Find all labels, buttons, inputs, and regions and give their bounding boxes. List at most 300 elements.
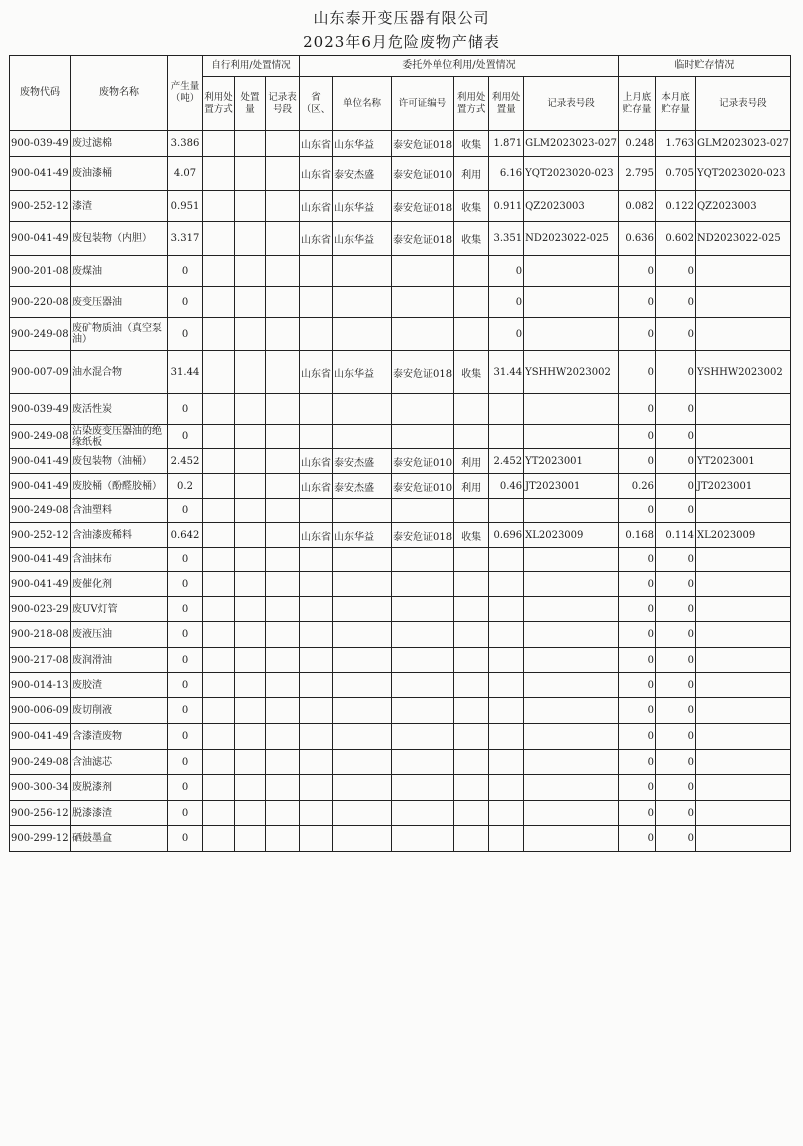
ent-amount-cell: 0 — [489, 256, 524, 287]
self-record-cell — [266, 572, 300, 597]
header-code: 废物代码 — [10, 56, 71, 131]
waste-code-cell: 900-252-12 — [10, 523, 71, 548]
output-cell: 4.07 — [168, 157, 203, 191]
last-storage-cell: 0 — [618, 548, 655, 572]
waste-code-cell: 900-039-49 — [10, 131, 71, 157]
waste-code-cell: 900-014-13 — [10, 673, 71, 698]
this-storage-cell: 0 — [655, 801, 695, 826]
storage-record-cell — [695, 775, 790, 801]
unit-name-cell: 泰安杰盛 — [333, 474, 392, 499]
ent-amount-cell — [489, 724, 524, 750]
self-amount-cell — [235, 449, 266, 474]
output-cell: 0 — [168, 826, 203, 852]
this-storage-cell: 0 — [655, 572, 695, 597]
waste-name-cell: 废油漆桶 — [71, 157, 168, 191]
storage-record-cell — [695, 425, 790, 449]
storage-record-cell: YQT2023020-023 — [695, 157, 790, 191]
output-cell: 31.44 — [168, 351, 203, 394]
waste-name-cell: 废催化剂 — [71, 572, 168, 597]
table-body — [10, 131, 791, 852]
self-amount-cell — [235, 425, 266, 449]
ent-method-cell — [454, 826, 489, 852]
waste-name-cell: 废切削液 — [71, 698, 168, 724]
last-storage-cell: 0 — [618, 775, 655, 801]
self-record-cell — [266, 499, 300, 523]
last-storage-cell: 0.168 — [618, 523, 655, 548]
table-row — [10, 523, 791, 548]
header-license: 许可证编号 — [392, 77, 454, 131]
self-amount-cell — [235, 750, 266, 775]
province-cell — [300, 750, 333, 775]
last-storage-cell: 0 — [618, 256, 655, 287]
unit-name-cell: 山东华益 — [333, 351, 392, 394]
waste-name-cell: 废煤油 — [71, 256, 168, 287]
ent-record-cell: YT2023001 — [524, 449, 619, 474]
unit-name-cell — [333, 572, 392, 597]
waste-name-cell: 废活性炭 — [71, 394, 168, 425]
unit-name-cell: 山东华益 — [333, 523, 392, 548]
self-record-cell — [266, 750, 300, 775]
waste-code-cell: 900-201-08 — [10, 256, 71, 287]
self-method-cell — [203, 572, 235, 597]
license-cell — [392, 597, 454, 622]
ent-amount-cell: 1.871 — [489, 131, 524, 157]
ent-record-cell — [524, 597, 619, 622]
header-self-record: 记录表号段 — [266, 77, 300, 131]
waste-code-cell: 900-256-12 — [10, 801, 71, 826]
storage-record-cell — [695, 622, 790, 648]
self-record-cell — [266, 724, 300, 750]
self-method-cell — [203, 622, 235, 648]
output-cell: 0.2 — [168, 474, 203, 499]
ent-amount-cell: 2.452 — [489, 449, 524, 474]
ent-amount-cell — [489, 572, 524, 597]
province-cell — [300, 775, 333, 801]
self-method-cell — [203, 222, 235, 256]
license-cell — [392, 801, 454, 826]
this-storage-cell: 0.705 — [655, 157, 695, 191]
storage-record-cell: JT2023001 — [695, 474, 790, 499]
unit-name-cell: 山东华益 — [333, 222, 392, 256]
waste-code-cell: 900-007-09 — [10, 351, 71, 394]
unit-name-cell — [333, 597, 392, 622]
license-cell — [392, 775, 454, 801]
license-cell — [392, 548, 454, 572]
license-cell: 泰安危证010 — [392, 474, 454, 499]
this-storage-cell: 0 — [655, 648, 695, 673]
this-storage-cell: 0 — [655, 449, 695, 474]
storage-record-cell: GLM2023023-027 — [695, 131, 790, 157]
this-storage-cell: 0 — [655, 698, 695, 724]
header-output: 产生量（吨） — [168, 56, 203, 131]
self-amount-cell — [235, 157, 266, 191]
self-record-cell — [266, 318, 300, 351]
unit-name-cell — [333, 775, 392, 801]
storage-record-cell — [695, 256, 790, 287]
self-method-cell — [203, 394, 235, 425]
license-cell — [392, 826, 454, 852]
ent-amount-cell — [489, 425, 524, 449]
self-record-cell — [266, 597, 300, 622]
ent-method-cell — [454, 698, 489, 724]
this-storage-cell: 0 — [655, 287, 695, 318]
unit-name-cell: 泰安杰盛 — [333, 157, 392, 191]
last-storage-cell: 0.636 — [618, 222, 655, 256]
last-storage-cell: 0 — [618, 318, 655, 351]
self-method-cell — [203, 724, 235, 750]
ent-amount-cell: 0 — [489, 287, 524, 318]
ent-record-cell — [524, 801, 619, 826]
unit-name-cell — [333, 318, 392, 351]
self-method-cell — [203, 548, 235, 572]
self-amount-cell — [235, 256, 266, 287]
province-cell — [300, 673, 333, 698]
ent-method-cell: 收集 — [454, 523, 489, 548]
self-amount-cell — [235, 287, 266, 318]
header-province: 省（区、 — [300, 77, 333, 131]
last-storage-cell: 0 — [618, 698, 655, 724]
self-method-cell — [203, 648, 235, 673]
ent-record-cell — [524, 572, 619, 597]
output-cell: 0 — [168, 698, 203, 724]
waste-code-cell: 900-039-49 — [10, 394, 71, 425]
waste-code-cell: 900-041-49 — [10, 474, 71, 499]
self-record-cell — [266, 673, 300, 698]
self-method-cell — [203, 256, 235, 287]
province-cell: 山东省 — [300, 191, 333, 222]
self-amount-cell — [235, 351, 266, 394]
self-record-cell — [266, 131, 300, 157]
ent-method-cell — [454, 801, 489, 826]
waste-name-cell: 脱漆漆渣 — [71, 801, 168, 826]
province-cell: 山东省 — [300, 449, 333, 474]
waste-code-cell: 900-300-34 — [10, 775, 71, 801]
last-storage-cell: 0 — [618, 449, 655, 474]
ent-record-cell — [524, 394, 619, 425]
self-record-cell — [266, 826, 300, 852]
output-cell: 0 — [168, 572, 203, 597]
unit-name-cell — [333, 394, 392, 425]
report-title: 2023年6月危险废物产储表 — [303, 33, 500, 51]
ent-amount-cell — [489, 548, 524, 572]
ent-method-cell — [454, 548, 489, 572]
storage-record-cell — [695, 499, 790, 523]
unit-name-cell — [333, 648, 392, 673]
table-row — [10, 622, 791, 648]
province-cell — [300, 801, 333, 826]
ent-amount-cell — [489, 801, 524, 826]
self-amount-cell — [235, 191, 266, 222]
province-cell — [300, 499, 333, 523]
ent-amount-cell: 6.16 — [489, 157, 524, 191]
waste-code-cell: 900-249-08 — [10, 318, 71, 351]
this-storage-cell: 0 — [655, 597, 695, 622]
waste-name-cell: 含油抹布 — [71, 548, 168, 572]
ent-amount-cell: 0.46 — [489, 474, 524, 499]
table-row — [10, 425, 791, 449]
ent-record-cell: YSHHW2023002 — [524, 351, 619, 394]
province-cell: 山东省 — [300, 474, 333, 499]
self-amount-cell — [235, 698, 266, 724]
self-record-cell — [266, 351, 300, 394]
ent-amount-cell: 0.696 — [489, 523, 524, 548]
storage-record-cell: ND2023022-025 — [695, 222, 790, 256]
unit-name-cell — [333, 425, 392, 449]
ent-amount-cell — [489, 394, 524, 425]
province-cell — [300, 724, 333, 750]
ent-method-cell — [454, 425, 489, 449]
waste-name-cell: 废过滤棉 — [71, 131, 168, 157]
last-storage-cell: 0 — [618, 351, 655, 394]
storage-record-cell — [695, 287, 790, 318]
unit-name-cell: 山东华益 — [333, 131, 392, 157]
self-method-cell — [203, 157, 235, 191]
ent-amount-cell: 0 — [489, 318, 524, 351]
province-cell — [300, 394, 333, 425]
this-storage-cell: 0 — [655, 394, 695, 425]
waste-code-cell: 900-041-49 — [10, 222, 71, 256]
waste-name-cell: 含油塑料 — [71, 499, 168, 523]
output-cell: 3.386 — [168, 131, 203, 157]
self-record-cell — [266, 256, 300, 287]
unit-name-cell — [333, 548, 392, 572]
province-cell: 山东省 — [300, 351, 333, 394]
last-storage-cell: 0 — [618, 287, 655, 318]
self-method-cell — [203, 826, 235, 852]
output-cell: 0 — [168, 425, 203, 449]
table-row — [10, 499, 791, 523]
storage-record-cell — [695, 597, 790, 622]
ent-method-cell: 收集 — [454, 222, 489, 256]
license-cell: 泰安危证010 — [392, 157, 454, 191]
province-cell — [300, 425, 333, 449]
self-record-cell — [266, 648, 300, 673]
ent-amount-cell: 31.44 — [489, 351, 524, 394]
self-amount-cell — [235, 597, 266, 622]
output-cell: 0 — [168, 256, 203, 287]
waste-code-cell: 900-220-08 — [10, 287, 71, 318]
table-row — [10, 673, 791, 698]
output-cell: 0 — [168, 775, 203, 801]
unit-name-cell — [333, 750, 392, 775]
table-row — [10, 826, 791, 852]
waste-code-cell: 900-041-49 — [10, 548, 71, 572]
last-storage-cell: 0 — [618, 801, 655, 826]
waste-name-cell: 废胶渣 — [71, 673, 168, 698]
self-record-cell — [266, 801, 300, 826]
last-storage-cell: 0 — [618, 425, 655, 449]
last-storage-cell: 0.082 — [618, 191, 655, 222]
unit-name-cell — [333, 622, 392, 648]
waste-name-cell: 含油滤芯 — [71, 750, 168, 775]
waste-code-cell: 900-249-08 — [10, 499, 71, 523]
ent-method-cell — [454, 597, 489, 622]
self-amount-cell — [235, 548, 266, 572]
header-ent-amount: 利用处置量 — [489, 77, 524, 131]
ent-record-cell: ND2023022-025 — [524, 222, 619, 256]
table-row — [10, 597, 791, 622]
waste-name-cell: 油水混合物 — [71, 351, 168, 394]
self-method-cell — [203, 698, 235, 724]
ent-amount-cell: 3.351 — [489, 222, 524, 256]
table-row — [10, 474, 791, 499]
last-storage-cell: 0 — [618, 499, 655, 523]
waste-code-cell: 900-041-49 — [10, 157, 71, 191]
self-amount-cell — [235, 523, 266, 548]
waste-table — [9, 55, 791, 852]
waste-code-cell: 900-252-12 — [10, 191, 71, 222]
table-row — [10, 801, 791, 826]
output-cell: 0 — [168, 287, 203, 318]
province-cell: 山东省 — [300, 523, 333, 548]
self-amount-cell — [235, 318, 266, 351]
unit-name-cell — [333, 256, 392, 287]
header-name: 废物名称 — [71, 56, 168, 131]
self-method-cell — [203, 131, 235, 157]
self-record-cell — [266, 523, 300, 548]
output-cell: 0 — [168, 394, 203, 425]
header-self-amount: 处置量 — [235, 77, 266, 131]
unit-name-cell: 山东华益 — [333, 191, 392, 222]
license-cell — [392, 394, 454, 425]
ent-method-cell — [454, 775, 489, 801]
ent-method-cell — [454, 318, 489, 351]
header-ent-method: 利用处置方式 — [454, 77, 489, 131]
ent-record-cell — [524, 256, 619, 287]
this-storage-cell: 0 — [655, 499, 695, 523]
ent-record-cell — [524, 673, 619, 698]
output-cell: 0 — [168, 801, 203, 826]
self-record-cell — [266, 222, 300, 256]
ent-record-cell — [524, 287, 619, 318]
self-method-cell — [203, 287, 235, 318]
self-amount-cell — [235, 826, 266, 852]
storage-record-cell — [695, 673, 790, 698]
ent-amount-cell — [489, 750, 524, 775]
waste-code-cell: 900-006-09 — [10, 698, 71, 724]
unit-name-cell — [333, 499, 392, 523]
header-unit: 单位名称 — [333, 77, 392, 131]
table-row — [10, 724, 791, 750]
self-record-cell — [266, 449, 300, 474]
self-amount-cell — [235, 499, 266, 523]
self-amount-cell — [235, 572, 266, 597]
ent-method-cell: 利用 — [454, 449, 489, 474]
storage-record-cell: YT2023001 — [695, 449, 790, 474]
ent-method-cell: 利用 — [454, 474, 489, 499]
this-storage-cell: 0 — [655, 318, 695, 351]
self-amount-cell — [235, 648, 266, 673]
license-cell — [392, 648, 454, 673]
license-cell: 泰安危证018 — [392, 191, 454, 222]
license-cell — [392, 622, 454, 648]
ent-method-cell — [454, 572, 489, 597]
this-storage-cell: 0 — [655, 673, 695, 698]
ent-record-cell — [524, 750, 619, 775]
header-entrusted-group: 委托外单位利用/处置情况 — [300, 56, 619, 77]
this-storage-cell: 0 — [655, 826, 695, 852]
last-storage-cell: 0 — [618, 597, 655, 622]
this-storage-cell: 0 — [655, 750, 695, 775]
waste-code-cell: 900-041-49 — [10, 724, 71, 750]
storage-record-cell — [695, 318, 790, 351]
province-cell — [300, 572, 333, 597]
waste-name-cell: 含油漆废稀料 — [71, 523, 168, 548]
ent-method-cell: 利用 — [454, 157, 489, 191]
this-storage-cell: 0.114 — [655, 523, 695, 548]
unit-name-cell — [333, 801, 392, 826]
waste-name-cell: 废脱漆剂 — [71, 775, 168, 801]
self-amount-cell — [235, 222, 266, 256]
ent-amount-cell — [489, 826, 524, 852]
waste-code-cell: 900-299-12 — [10, 826, 71, 852]
self-record-cell — [266, 287, 300, 318]
ent-record-cell — [524, 425, 619, 449]
table-row — [10, 775, 791, 801]
waste-code-cell: 900-023-29 — [10, 597, 71, 622]
license-cell: 泰安危证018 — [392, 222, 454, 256]
ent-amount-cell — [489, 698, 524, 724]
table-row — [10, 157, 791, 191]
license-cell: 泰安危证018 — [392, 523, 454, 548]
output-cell: 2.452 — [168, 449, 203, 474]
waste-code-cell: 900-249-08 — [10, 750, 71, 775]
last-storage-cell: 0 — [618, 572, 655, 597]
ent-record-cell: GLM2023023-027 — [524, 131, 619, 157]
table-row — [10, 351, 791, 394]
self-method-cell — [203, 351, 235, 394]
storage-record-cell — [695, 801, 790, 826]
self-amount-cell — [235, 775, 266, 801]
this-storage-cell: 0 — [655, 622, 695, 648]
province-cell: 山东省 — [300, 222, 333, 256]
table-row — [10, 750, 791, 775]
ent-amount-cell — [489, 775, 524, 801]
ent-amount-cell — [489, 597, 524, 622]
province-cell: 山东省 — [300, 157, 333, 191]
ent-method-cell — [454, 648, 489, 673]
self-amount-cell — [235, 673, 266, 698]
table-row — [10, 648, 791, 673]
self-record-cell — [266, 157, 300, 191]
last-storage-cell: 0 — [618, 750, 655, 775]
unit-name-cell — [333, 724, 392, 750]
table-row — [10, 449, 791, 474]
self-amount-cell — [235, 474, 266, 499]
output-cell: 0 — [168, 648, 203, 673]
license-cell: 泰安危证018 — [392, 131, 454, 157]
self-record-cell — [266, 622, 300, 648]
license-cell — [392, 287, 454, 318]
license-cell — [392, 724, 454, 750]
ent-method-cell: 收集 — [454, 191, 489, 222]
license-cell — [392, 425, 454, 449]
ent-amount-cell — [489, 622, 524, 648]
license-cell: 泰安危证018 — [392, 351, 454, 394]
header-self-method: 利用处置方式 — [203, 77, 235, 131]
ent-record-cell — [524, 318, 619, 351]
self-record-cell — [266, 698, 300, 724]
output-cell: 3.317 — [168, 222, 203, 256]
ent-method-cell — [454, 394, 489, 425]
this-storage-cell: 0 — [655, 724, 695, 750]
self-method-cell — [203, 597, 235, 622]
self-method-cell — [203, 750, 235, 775]
table-row — [10, 572, 791, 597]
ent-method-cell: 收集 — [454, 351, 489, 394]
waste-name-cell: 废变压器油 — [71, 287, 168, 318]
this-storage-cell: 1.763 — [655, 131, 695, 157]
